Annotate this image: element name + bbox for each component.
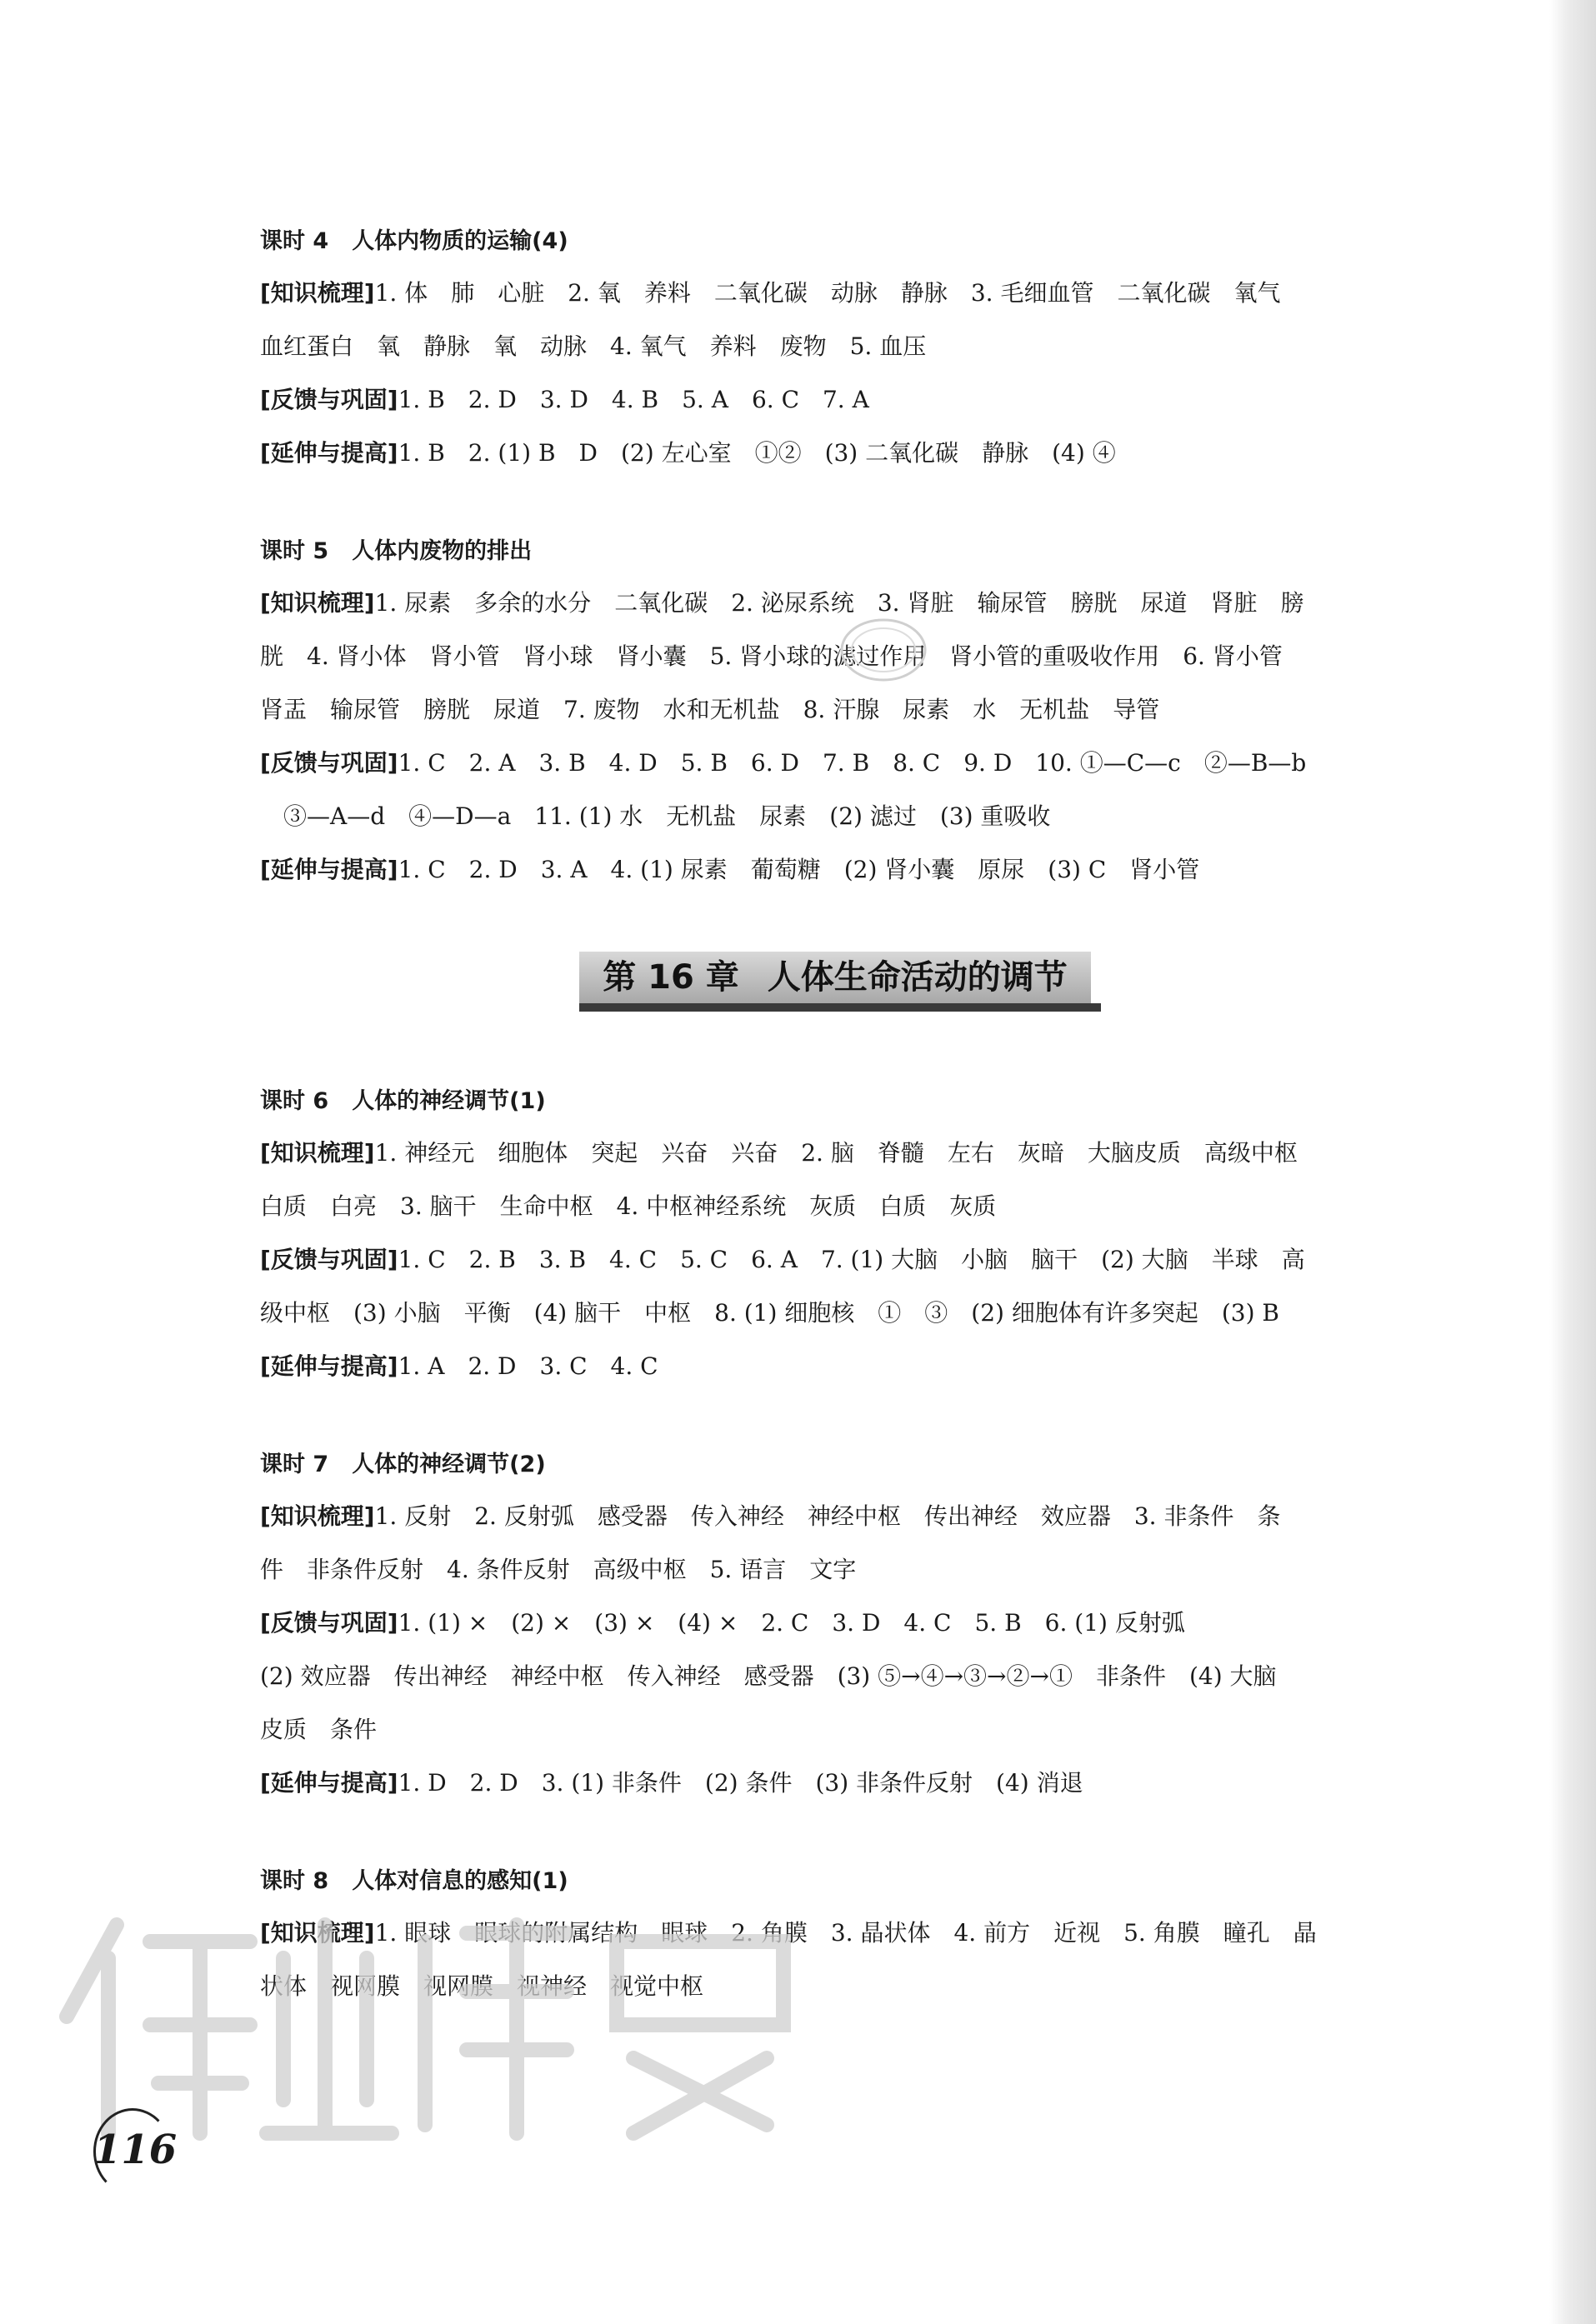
lesson-number: 课时 8: [260, 1868, 329, 1894]
page-number: [93, 2108, 178, 2192]
line-text: 1. B 2. (1) B D (2) 左心室 ①② (3) 二氧化碳 静脉 (4) ④: [398, 439, 1116, 467]
line-label: [反馈与巩固]: [260, 386, 398, 413]
lesson-6-section: [260, 1085, 1410, 1393]
line-text: 1. (1) × (2) × (3) × (4) × 2. C 3. D 4. C 5. B 6. (1) 反射弧: [398, 1609, 1185, 1637]
line-label: [反馈与巩固]: [260, 749, 398, 777]
chapter-title: 人体生命活动的调节: [767, 958, 1068, 997]
line-text: 级中枢 (3) 小脑 平衡 (4) 脑干 中枢 8. (1) 细胞核 ① ③ (2) 细胞体有许多突起 (3) B: [260, 1299, 1280, 1327]
line-label: [知识梳理]: [260, 1919, 375, 1947]
answer-line: [260, 267, 1410, 320]
line-text: 1. 尿素 多余的水分 二氧化碳 2. 泌尿系统 3. 肾脏 输尿管 膀胱 尿道 肾脏 膀: [374, 589, 1304, 617]
line-label: [知识梳理]: [260, 279, 375, 307]
lesson-number: 课时 7: [260, 1452, 329, 1477]
answer-line: [260, 1127, 1410, 1180]
small-stamp-watermark: [833, 612, 933, 687]
answer-line: [260, 1757, 1410, 1810]
page-number-text: 116: [93, 2127, 178, 2173]
line-label: [知识梳理]: [260, 1502, 375, 1530]
line-text: ③—A—d ④—D—a 11. (1) 水 无机盐 尿素 (2) 滤过 (3) 重吸收: [260, 802, 1051, 830]
chapter-number: 第 16 章: [603, 958, 739, 997]
line-label: [反馈与巩固]: [260, 1609, 398, 1637]
line-label: [延伸与提高]: [260, 856, 398, 883]
line-text: 肾盂 输尿管 膀胱 尿道 7. 废物 水和无机盐 8. 汗腺 尿素 水 无机盐 导管: [260, 696, 1160, 723]
line-label: [知识梳理]: [260, 1139, 375, 1167]
answer-line: [260, 683, 1410, 737]
answer-line: [260, 737, 1410, 790]
answer-content: [260, 225, 1410, 2068]
chapter-heading: [260, 952, 1410, 1003]
line-label: [反馈与巩固]: [260, 1246, 398, 1273]
lesson-4-section: [260, 225, 1410, 480]
line-text: 1. C 2. A 3. B 4. D 5. B 6. D 7. B 8. C 9. D 10. ①—C—c ②—B—b: [398, 749, 1307, 777]
answer-line: [260, 790, 1410, 843]
answer-line: [260, 1490, 1410, 1543]
line-label: [知识梳理]: [260, 589, 375, 617]
lesson-name: 人体的神经调节(1): [352, 1088, 546, 1114]
lesson-title: [260, 1085, 1410, 1118]
lesson-name: 人体内物质的运输(4): [352, 228, 568, 254]
line-text: 1. C 2. B 3. B 4. C 5. C 6. A 7. (1) 大脑 小脑 脑干 (2) 大脑 半球 高: [398, 1246, 1305, 1273]
line-label: [延伸与提高]: [260, 1352, 398, 1380]
line-text: 皮质 条件: [260, 1716, 378, 1743]
line-text: 白质 白亮 3. 脑干 生命中枢 4. 中枢神经系统 灰质 白质 灰质: [260, 1192, 997, 1220]
answer-line: [260, 1703, 1410, 1757]
line-text: (2) 效应器 传出神经 神经中枢 传入神经 感受器 (3) ⑤→④→③→②→① 非条件 (4) 大脑: [260, 1662, 1277, 1690]
lesson-number: 课时 5: [260, 538, 329, 564]
answer-line: [260, 1650, 1410, 1703]
lesson-5-section: [260, 535, 1410, 897]
lesson-number: 课时 4: [260, 228, 329, 254]
lesson-name: 人体对信息的感知(1): [352, 1868, 568, 1894]
answer-line: [260, 427, 1410, 480]
chapter-banner: [579, 952, 1091, 1003]
line-text: 1. 神经元 细胞体 突起 兴奋 兴奋 2. 脑 脊髓 左右 灰暗 大脑皮质 高级中枢: [374, 1139, 1298, 1167]
line-text: 1. A 2. D 3. C 4. C: [398, 1352, 658, 1380]
answer-line: [260, 843, 1410, 897]
answer-line: [260, 320, 1410, 373]
answer-line: [260, 373, 1410, 427]
line-text: 血红蛋白 氧 静脉 氧 动脉 4. 氧气 养料 废物 5. 血压: [260, 332, 927, 360]
lesson-number: 课时 6: [260, 1088, 329, 1114]
answer-line: [260, 1340, 1410, 1393]
lesson-title: [260, 225, 1410, 258]
lesson-title: [260, 1448, 1410, 1482]
answer-line: [260, 1597, 1410, 1650]
line-text: 胱 4. 肾小体 肾小管 肾小球 肾小囊 5. 肾小球的滤过作用 肾小管的重吸收作用 6. 肾小管: [260, 642, 1283, 670]
answer-line: [260, 1233, 1410, 1287]
page-edge-shadow: [1549, 0, 1596, 2324]
lesson-name: 人体的神经调节(2): [352, 1452, 546, 1477]
line-text: 1. 眼球 眼球的附属结构 眼球 2. 角膜 3. 晶状体 4. 前方 近视 5. 角膜 瞳孔 晶: [374, 1919, 1317, 1947]
line-label: [延伸与提高]: [260, 1769, 398, 1797]
line-text: 1. D 2. D 3. (1) 非条件 (2) 条件 (3) 非条件反射 (4) 消退: [398, 1769, 1083, 1797]
line-text: 1. 反射 2. 反射弧 感受器 传入神经 神经中枢 传出神经 效应器 3. 非条件 条: [374, 1502, 1281, 1530]
line-text: 1. C 2. D 3. A 4. (1) 尿素 葡萄糖 (2) 肾小囊 原尿 (3) C 肾小管: [398, 856, 1200, 883]
lesson-name: 人体内废物的排出: [352, 538, 533, 564]
line-text: 1. B 2. D 3. D 4. B 5. A 6. C 7. A: [398, 386, 869, 413]
line-text: 件 非条件反射 4. 条件反射 高级中枢 5. 语言 文字: [260, 1556, 857, 1583]
answer-line: [260, 1180, 1410, 1233]
page-number-arc: [93, 2108, 172, 2195]
answer-line: [260, 1543, 1410, 1597]
lesson-title: [260, 535, 1410, 568]
line-text: 1. 体 肺 心脏 2. 氧 养料 二氧化碳 动脉 静脉 3. 毛细血管 二氧化碳 氧气: [374, 279, 1281, 307]
lesson-7-section: [260, 1448, 1410, 1810]
answer-line: [260, 1287, 1410, 1340]
line-text: 状体 视网膜 视网膜 视神经 视觉中枢: [260, 1972, 704, 2000]
line-label: [延伸与提高]: [260, 439, 398, 467]
